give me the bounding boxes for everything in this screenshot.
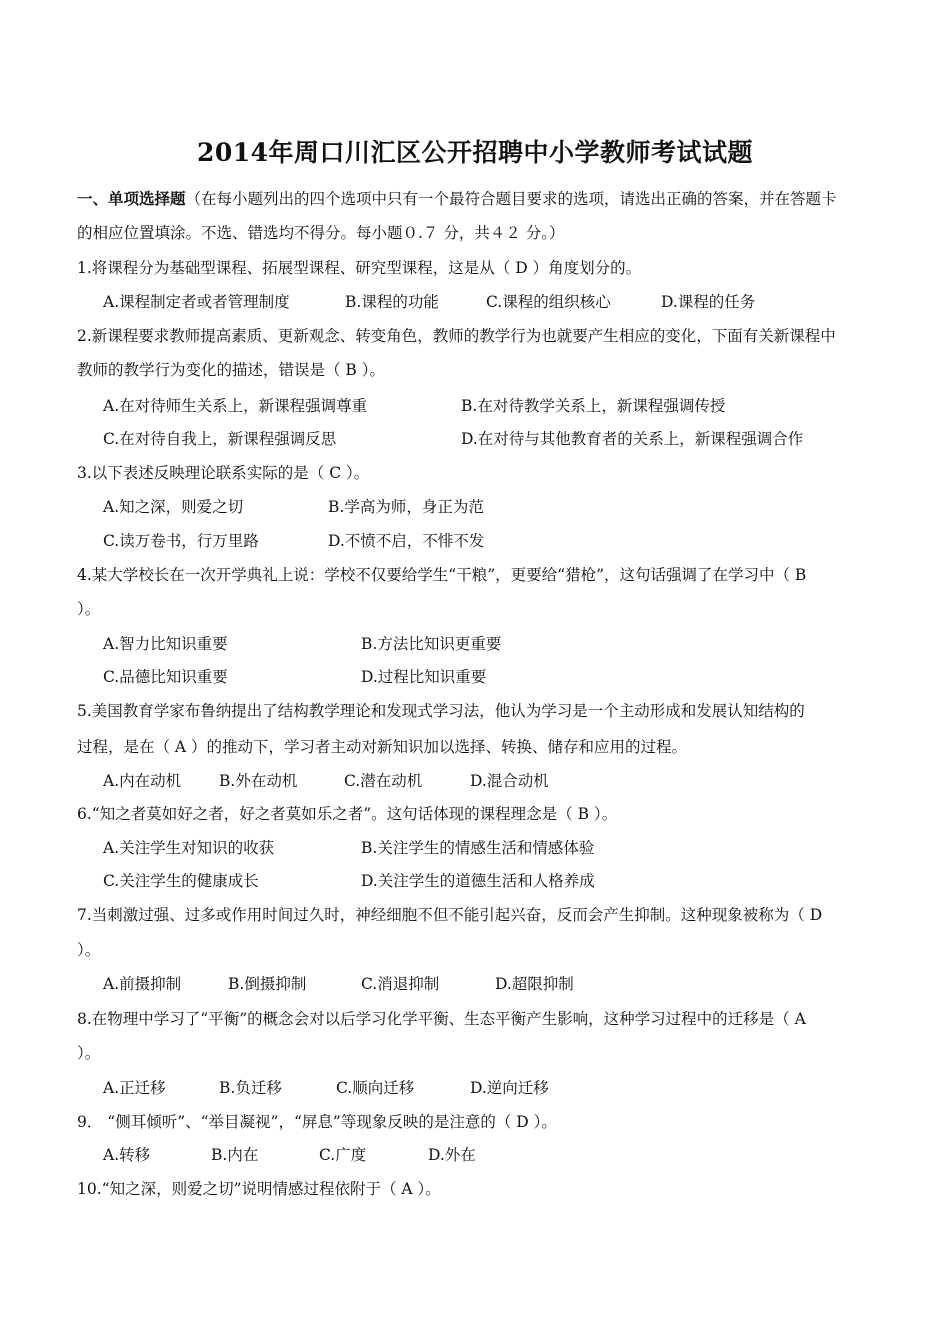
- q7-option-a: A.前摄抑制: [103, 975, 182, 993]
- q1-option-b: B.课程的功能: [345, 293, 439, 311]
- question-5: 5.美国教育学家布鲁纳提出了结构教学理论和发现式学习法，他认为学习是一个主动形成和发展认知结构的: [77, 702, 805, 720]
- q8-option-d: D.逆向迁移: [470, 1079, 549, 1097]
- q7-option-b: B.倒摄抑制: [228, 975, 307, 993]
- q6-option-b: B.关注学生的情感生活和情感体验: [361, 839, 595, 857]
- q9-option-a: A.转移: [103, 1146, 151, 1164]
- question-9: 9． “侧耳倾听”、“举目凝视”，“屏息”等现象反映的是注意的（ D ）。: [77, 1113, 557, 1131]
- q3-option-d: D.不愤不启，不悱不发: [328, 532, 485, 550]
- section-intro: [77, 189, 837, 209]
- q6-option-d: D.关注学生的道德生活和人格养成: [361, 872, 595, 890]
- q9-option-d: D.外在: [428, 1146, 476, 1164]
- q9-option-b: B.内在: [211, 1146, 259, 1164]
- q3-option-b: B.学高为师，身正为范: [328, 498, 484, 516]
- q8-option-a: A.正迁移: [103, 1079, 166, 1097]
- q2-option-b: B.在对待教学关系上，新课程强调传授: [461, 397, 726, 415]
- q7-option-c: C.消退抑制: [361, 975, 440, 993]
- question-4: 4.某大学校长在一次开学典礼上说：学校不仅要给学生“干粮”，更要给“猎枪”，这句话强调了在学习中（ B: [77, 566, 807, 584]
- q3-option-a: A.知之深，则爱之切: [103, 498, 244, 516]
- question-2-cont: 教师的教学行为变化的描述，错误是（ B ）。: [77, 361, 385, 379]
- q6-option-a: A.关注学生对知识的收获: [103, 839, 275, 857]
- q4-option-a: A.智力比知识重要: [103, 635, 228, 653]
- q5-option-b: B.外在动机: [219, 772, 298, 790]
- q8-option-c: C.顺向迁移: [336, 1079, 415, 1097]
- question-8-cont: ）。: [77, 1044, 101, 1062]
- q5-option-a: A.内在动机: [103, 772, 182, 790]
- question-3: 3.以下表述反映理论联系实际的是（ C ）。: [77, 464, 370, 482]
- question-1: 1.将课程分为基础型课程、拓展型课程、研究型课程，这是从（ D ）角度划分的。: [77, 259, 642, 277]
- question-7: 7.当刺激过强、过多或作用时间过久时，神经细胞不但不能引起兴奋，反而会产生抑制。这种现象被称为（ D: [77, 906, 823, 924]
- q9-option-c: C.广度: [319, 1146, 367, 1164]
- q3-option-c: C.读万卷书，行万里路: [103, 532, 259, 550]
- q7-option-d: D.超限抑制: [495, 975, 574, 993]
- page-title: 2014年周口川汇区公开招聘中小学教师考试试题: [196, 138, 754, 167]
- q5-option-d: D.混合动机: [470, 772, 549, 790]
- section-heading: 一、单项选择题: [77, 189, 186, 208]
- q2-option-c: C.在对待自我上，新课程强调反思: [103, 430, 337, 448]
- q4-option-c: C.品德比知识重要: [103, 668, 228, 686]
- q1-option-c: C.课程的组织核心: [486, 293, 611, 311]
- q6-option-c: C.关注学生的健康成长: [103, 872, 259, 890]
- q1-option-a: A.课程制定者或者管理制度: [103, 293, 290, 311]
- question-7-cont: ）。: [77, 941, 101, 959]
- q2-option-a: A.在对待师生关系上，新课程强调尊重: [103, 397, 368, 415]
- question-4-cont: ）。: [77, 600, 101, 618]
- q5-option-c: C.潜在动机: [344, 772, 423, 790]
- question-6: 6.“知之者莫如好之者，好之者莫如乐之者”。这句话体现的课程理念是（ B ）。: [77, 805, 618, 823]
- q4-option-b: B.方法比知识更重要: [361, 635, 502, 653]
- section-instruction: （在每小题列出的四个选项中只有一个最符合题目要求的选项，请选出正确的答案，并在答题卡: [185, 190, 837, 208]
- question-8: 8.在物理中学习了“平衡”的概念会对以后学习化学平衡、生态平衡产生影响，这种学习过程中的迁移是（ A: [77, 1010, 806, 1028]
- q4-option-d: D.过程比知识重要: [361, 668, 487, 686]
- section-instruction-cont: 的相应位置填涂。不选、错选均不得分。每小题０.７ 分，共４２ 分。）: [77, 224, 565, 242]
- q2-option-d: D.在对待与其他教育者的关系上，新课程强调合作: [461, 430, 804, 448]
- question-10: 10.“知之深，则爱之切”说明情感过程依附于（ A ）。: [77, 1180, 441, 1198]
- question-2: 2.新课程要求教师提高素质、更新观念、转变角色，教师的教学行为也就要产生相应的变化，下面有关新课程中: [77, 327, 836, 345]
- q8-option-b: B.负迁移: [219, 1079, 282, 1097]
- question-5-cont: 过程，是在（ A ）的推动下，学习者主动对新知识加以选择、转换、储存和应用的过程。: [77, 738, 688, 756]
- q1-option-d: D.课程的任务: [661, 293, 756, 311]
